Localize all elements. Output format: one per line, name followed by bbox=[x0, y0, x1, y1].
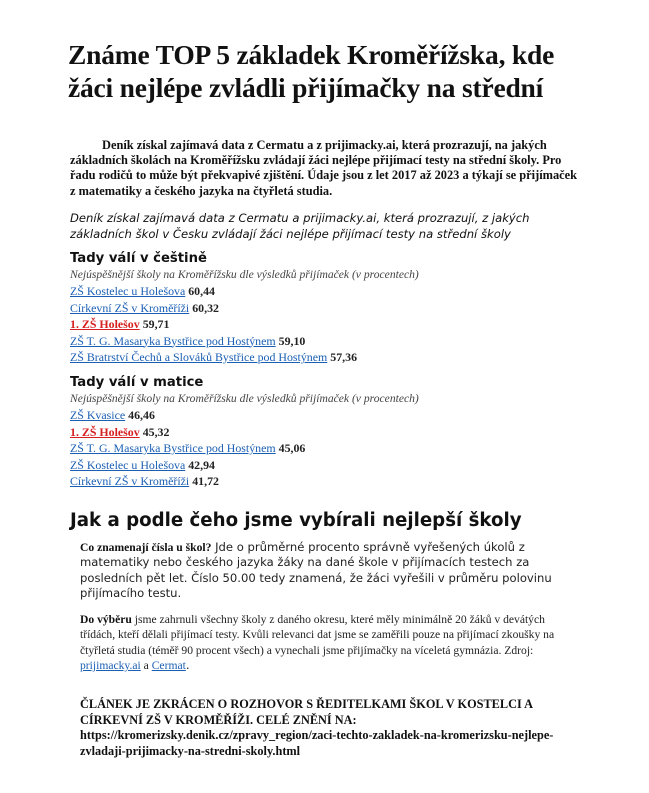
source-link-prijimacky[interactable]: prijimacky.ai bbox=[80, 659, 141, 673]
school-link[interactable]: ZŠ Bratrství Čechů a Slováků Bystřice pod Hostýnem bbox=[70, 350, 328, 364]
method-p2-bold: Do výběru bbox=[80, 613, 132, 626]
method-heading: Jak a podle čeho jsme vybírali nejlepší školy bbox=[70, 510, 522, 531]
school-link-highlighted[interactable]: 1. ZŠ Holešov bbox=[70, 317, 140, 331]
method-p1-text: Jde o průměrné procento správně vyřešených úkolů z matematiky nebo českého jazyka žáky na dané škole v přijímacích testech za posledních pět let. Číslo 50.00 tedy znamená, že žáci vyřešili v průměru polovinu přijímacího testu. bbox=[80, 540, 552, 601]
school-score: 59,10 bbox=[278, 333, 306, 348]
czech-school-row bbox=[70, 283, 590, 300]
school-link[interactable]: ZŠ T. G. Masaryka Bystřice pod Hostýnem bbox=[70, 441, 276, 455]
school-score: 60,44 bbox=[188, 284, 215, 298]
article-lead: Deník získal zajímavá data z Cermatu a z prijimacky.ai, která prozrazují, na jakých základních školách na Kroměřížsku zvládají žáci nejlépe přijímací testy na střední školy. Pro řadu rodičů to může být překvapivé zjištění. Údaje jsou z let 2017 až 2023 a týkají se přijímaček z matematiky a českého jazyka na čtyřletá studia. bbox=[70, 138, 578, 198]
method-p1-bold: Co znamenají čísla u škol? bbox=[80, 541, 212, 554]
school-link[interactable]: ZŠ Kostelec u Holešova bbox=[70, 457, 186, 472]
czech-school-row bbox=[70, 300, 590, 317]
czech-heading: Tady válí v češtině bbox=[70, 251, 207, 266]
math-school-row bbox=[70, 440, 590, 457]
math-school-row bbox=[70, 473, 590, 490]
school-link[interactable]: ZŠ T. G. Masaryka Bystřice pod Hostýnem bbox=[70, 333, 276, 348]
math-school-row bbox=[70, 457, 590, 474]
czech-school-row bbox=[70, 349, 590, 366]
article-lead-italic: Deník získal zajímavá data z Cermatu a prijimacky.ai, která prozrazují, z jakých základních škol v Česku zvládají žáci nejlépe přijímací testy na střední školy bbox=[70, 211, 530, 241]
math-ranking-section bbox=[70, 374, 590, 490]
source-link-cermat[interactable]: Cermat bbox=[151, 659, 186, 673]
source-end: . bbox=[185, 658, 190, 673]
article-title: Známe TOP 5 základek Kroměřížska, kde žáci nejlépe zvládli přijímačky na střední bbox=[68, 39, 555, 103]
school-link-highlighted[interactable]: 1. ZŠ Holešov bbox=[70, 424, 140, 439]
math-heading: Tady válí v matice bbox=[70, 375, 204, 390]
czech-subtitle: Nejúspěšnější školy na Kroměřížsku dle výsledků přijímaček (v procentech) bbox=[70, 268, 419, 281]
method-paragraph-selection bbox=[80, 612, 580, 674]
school-link[interactable]: Církevní ZŠ v Kroměříži bbox=[70, 474, 190, 488]
school-score: 42,94 bbox=[188, 457, 215, 472]
school-score: 59,71 bbox=[142, 317, 170, 331]
method-paragraph-numbers bbox=[80, 540, 580, 602]
czech-school-row bbox=[70, 333, 590, 350]
school-score: 60,32 bbox=[192, 300, 219, 315]
school-score: 41,72 bbox=[192, 474, 219, 488]
source-conjunction: a bbox=[140, 659, 152, 673]
czech-ranking-section bbox=[70, 250, 590, 366]
school-score: 45,32 bbox=[142, 424, 170, 439]
school-score: 46,46 bbox=[128, 408, 155, 422]
full-article-note: ČLÁNEK JE ZKRÁCEN O ROZHOVOR S ŘEDITELKAMI ŠKOL V KOSTELCI A CÍRKEVNÍ ZŠ V KROMĚŘÍŽI. CELÉ ZNĚNÍ NA: https://kromerizsky.denik.cz/zpravy_region/zaci-techto-zakladek-na-kromerizsku-nejlepe-zvladaji-prijimacky-na-stredni-skoly.html bbox=[80, 697, 554, 758]
math-school-row bbox=[70, 407, 590, 424]
school-score: 57,36 bbox=[330, 350, 358, 364]
math-subtitle: Nejúspěšnější školy na Kroměřížsku dle výsledků přijímaček (v procentech) bbox=[70, 392, 419, 405]
math-school-row bbox=[70, 424, 590, 441]
school-link[interactable]: Církevní ZŠ v Kroměříži bbox=[70, 300, 190, 315]
school-link[interactable]: ZŠ Kvasice bbox=[70, 408, 126, 422]
school-link[interactable]: ZŠ Kostelec u Holešova bbox=[70, 284, 186, 298]
school-score: 45,06 bbox=[278, 441, 306, 455]
method-p2-text: jsme zahrnuli všechny školy z daného okresu, které měly minimálně 20 žáků v devátých třídách, kteří dělali přijímací testy. Kvůli relevanci dat jsme se zaměřili pouze na přijímací zkoušky na čtyřletá studia (téměř 90 procent všech) a vynechali jsme přijímačky na víceletá gymnázia. Zdroj: bbox=[80, 613, 555, 657]
czech-school-row bbox=[70, 316, 590, 333]
